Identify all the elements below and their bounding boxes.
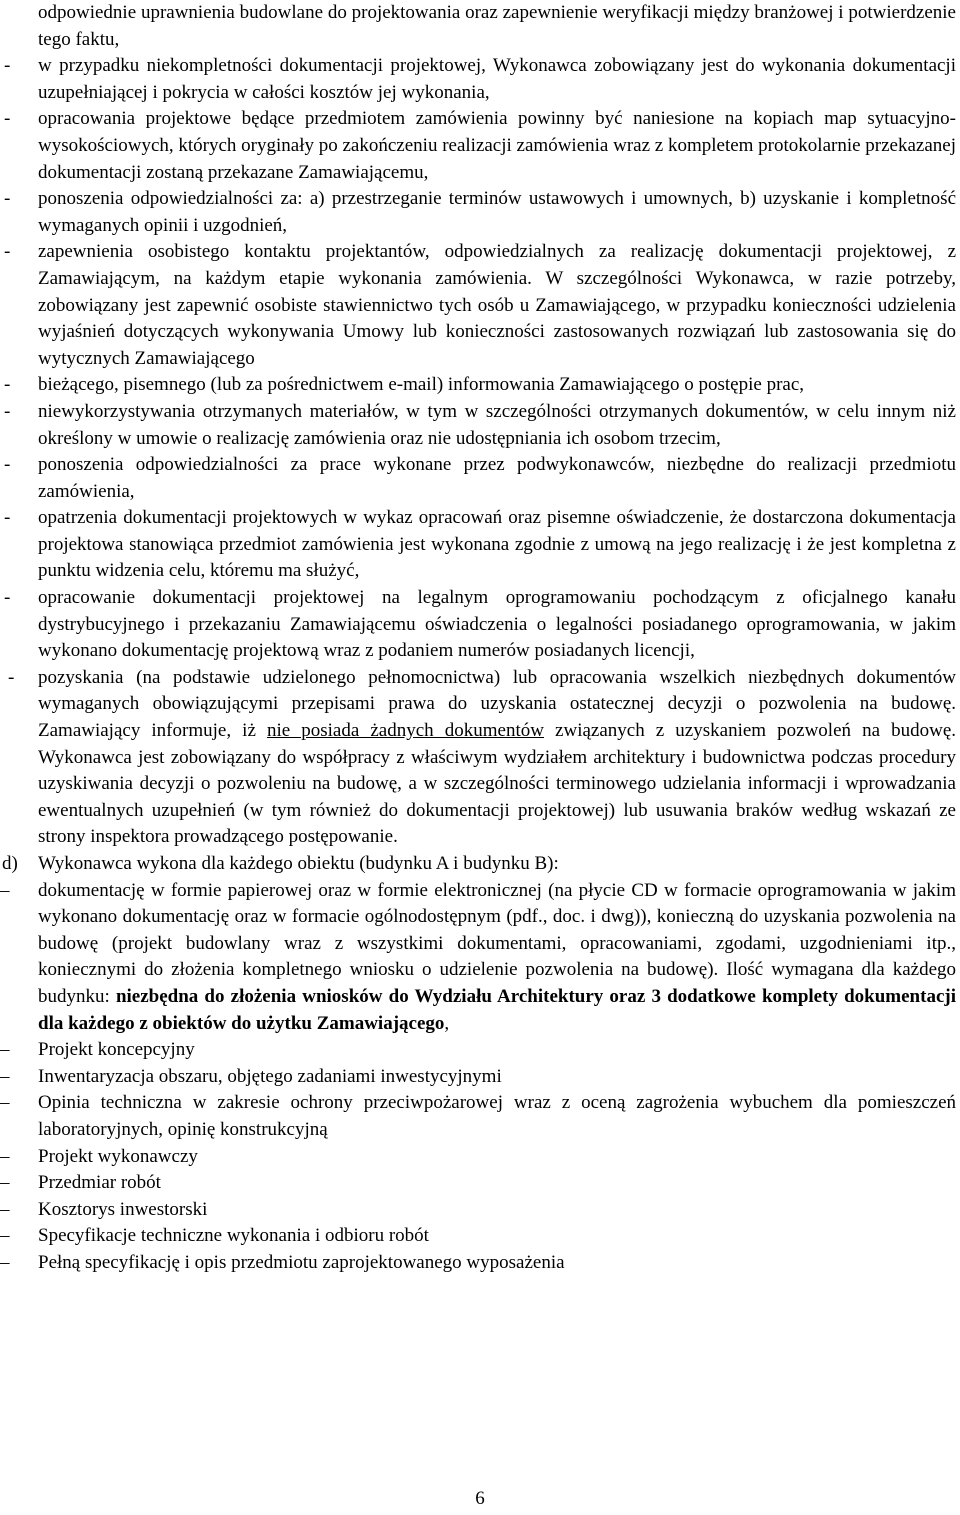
paragraph-text: ponoszenia odpowiedzialności za prace wykonane przez podwykonawców, niezbędne do realizacji przedmiotu zamówienia, bbox=[38, 454, 956, 502]
paragraph-text: niewykorzystywania otrzymanych materiałów, w tym w szczególności otrzymanych dokumentów, w celu innym niż określony w umowie o realizację zamówienia oraz nie udostępniania ich osobom trzecim, bbox=[38, 400, 956, 449]
list-marker: - bbox=[4, 55, 11, 77]
list-item bbox=[0, 505, 960, 585]
list-item bbox=[0, 1250, 960, 1277]
list-item bbox=[0, 1170, 960, 1197]
list-marker: – bbox=[0, 1225, 10, 1247]
list-marker: – bbox=[0, 1145, 10, 1167]
paragraph-text: dokumentację w formie papierowej oraz w formie elektronicznej (na płycie CD w formacie oprogramowania w jakim wykonano dokumentację oraz w formacie ogólnodostępnym (pdf., doc. i dwg)), konieczną do uzyskania pozwolenia na budowę (projekt budowlany wraz z wszystkimi dokumentami, opracowaniami, zgodami, uzgodnieniami itp., koniecznymi do złożenia kompletnego wniosku o udzielenie pozwolenia na budowę). Ilość wymagana dla każdego budynku: bbox=[38, 879, 956, 1007]
paragraph-text: , bbox=[444, 1012, 450, 1034]
paragraph-text: pozyskania (na podstawie udzielonego pełnomocnictwa) lub opracowania wszelkich niezbędnych dokumentów wymaganych obowiązującymi przepisami prawa do uzyskania ostatecznej decyzji o pozwolenia na budowę. Zamawiający informuje, iż bbox=[38, 666, 956, 742]
paragraph-text: Wykonawca wykona dla każdego obiektu (budynku A i budynku B): bbox=[38, 853, 559, 874]
list-item bbox=[0, 452, 960, 505]
paragraph-text: Projekt koncepcyjny bbox=[38, 1039, 195, 1061]
paragraph-text: opracowania projektowe będące przedmiotem zamówienia powinny być naniesione na kopiach map sytuacyjno-wysokościowych, których oryginały po zakończeniu realizacji zamówienia wraz z kompletem protokolarnie przekazanej dokumentacji zostaną przekazane Zamawiającemu, bbox=[38, 108, 956, 183]
list-item bbox=[0, 186, 960, 239]
paragraph-text: Przedmiar robót bbox=[38, 1172, 161, 1194]
list-item bbox=[0, 1197, 960, 1224]
list-item bbox=[0, 1144, 960, 1171]
list-marker: – bbox=[0, 1198, 10, 1220]
paragraph-text: Inwentaryzacja obszaru, objętego zadaniami inwestycyjnymi bbox=[38, 1065, 502, 1087]
list-marker: - bbox=[8, 666, 15, 688]
paragraph-text: bieżącego, pisemnego (lub za pośrednictwem e-mail) informowania Zamawiającego o postępie prac, bbox=[38, 374, 805, 396]
list-item bbox=[0, 1223, 960, 1250]
paragraph-text: związanych z uzyskaniem pozwoleń na budowę. Wykonawca jest zobowiązany do współpracy z właściwym wydziałem architektury i budownictwa podczas procedury uzyskiwania decyzji o pozwoleniu na budowę, a w szczególności terminowego udzielania informacji i wprowadzania ewentualnych uzupełnień (w tym również do dokumentacji projektowej) lub usuwania braków według wskazań ze strony inspektora prowadzącego postępowanie. bbox=[38, 720, 956, 848]
list-marker: - bbox=[4, 108, 11, 130]
list-marker: - bbox=[4, 188, 11, 210]
paragraph-text: ponoszenia odpowiedzialności za: a) przestrzeganie terminów ustawowych i umownych, b) uzyskanie i kompletność wymaganych opinii i uzgodnień, bbox=[38, 188, 956, 236]
paragraph-text: w przypadku niekompletności dokumentacji projektowej, Wykonawca zobowiązany jest do wykonania dokumentacji uzupełniającej i pokrycia w całości kosztów jej wykonania, bbox=[38, 55, 956, 103]
list-marker: d) bbox=[2, 853, 18, 874]
list-item bbox=[0, 0, 960, 53]
list-item bbox=[0, 239, 960, 372]
paragraph-text: Pełną specyfikację i opis przedmiotu zaprojektowanego wyposażenia bbox=[38, 1251, 565, 1273]
list-marker: - bbox=[4, 241, 11, 263]
list-marker: - bbox=[4, 400, 11, 422]
list-marker: – bbox=[0, 1065, 10, 1087]
paragraph-text: Kosztorys inwestorski bbox=[38, 1198, 208, 1220]
list-item bbox=[0, 585, 960, 665]
list-item bbox=[0, 1090, 960, 1143]
paragraph-text: zapewnienia osobistego kontaktu projektantów, odpowiedzialnych za realizację dokumentacji projektowej, z Zamawiającym, na każdym etapie wykonania zamówienia. W szczególności Wykonawca, w razie potrzeby, zobowiązany jest zapewnić osobiste stawiennictwo tych osób u Zamawiającego, w przypadku konieczności udzielenia wyjaśnień dotyczących wykonywania Umowy lub konieczności zastosowanych rozwiązań lub zastosowania się do wytycznych Zamawiającego bbox=[38, 241, 956, 369]
list-marker: – bbox=[0, 1039, 10, 1061]
list-item bbox=[0, 106, 960, 186]
page-number: 6 bbox=[475, 1488, 485, 1509]
list-item bbox=[0, 878, 960, 1038]
list-marker: - bbox=[4, 374, 11, 396]
list-marker: - bbox=[4, 587, 11, 609]
paragraph-text: opracowanie dokumentacji projektowej na legalnym oprogramowaniu pochodzącym z oficjalnego kanału dystrybucyjnego i przekazaniu Zamawiającemu oświadczenia o legalności posiadanego oprogramowania, w jakim wykonano dokumentację projektową wraz z podaniem numerów posiadanych licencji, bbox=[38, 587, 956, 662]
list-marker: - bbox=[4, 454, 11, 476]
paragraph-text: Specyfikacje techniczne wykonania i odbioru robót bbox=[38, 1225, 429, 1247]
list-item bbox=[0, 665, 960, 851]
list-marker: – bbox=[0, 1092, 10, 1114]
list-item bbox=[0, 399, 960, 452]
list-marker: - bbox=[4, 507, 11, 529]
list-marker: – bbox=[0, 1251, 10, 1273]
list-heading bbox=[0, 851, 960, 878]
bold-text: niezbędna do złożenia wniosków do Wydziału Architektury oraz 3 dodatkowe komplety dokumentacji dla każdego z obiektów do użytku Zamawiającego bbox=[38, 985, 956, 1034]
list-marker: – bbox=[0, 1172, 10, 1194]
list-item bbox=[0, 1064, 960, 1091]
paragraph-text: odpowiednie uprawnienia budowlane do projektowania oraz zapewnienie weryfikacji między branżowej i potwierdzenie tego faktu, bbox=[38, 2, 956, 50]
paragraph-text: Opinia techniczna w zakresie ochrony przeciwpożarowej wraz z oceną zagrożenia wybuchem dla pomieszczeń laboratoryjnych, opinię konstrukcyjną bbox=[38, 1092, 956, 1140]
list-item bbox=[0, 53, 960, 106]
underlined-text: nie posiada żadnych dokumentów bbox=[266, 720, 544, 742]
list-item bbox=[0, 1037, 960, 1064]
paragraph-text: Projekt wykonawczy bbox=[38, 1145, 198, 1167]
list-item bbox=[0, 372, 960, 399]
list-marker: – bbox=[0, 879, 10, 901]
paragraph-text: opatrzenia dokumentacji projektowych w wykaz opracowań oraz pisemne oświadczenie, że dostarczona dokumentacja projektowa stanowiąca przedmiot zamówienia jest wykonana zgodnie z umową na jego realizację i że jest kompletna z punktu widzenia celu, któremu ma służyć, bbox=[38, 507, 956, 582]
